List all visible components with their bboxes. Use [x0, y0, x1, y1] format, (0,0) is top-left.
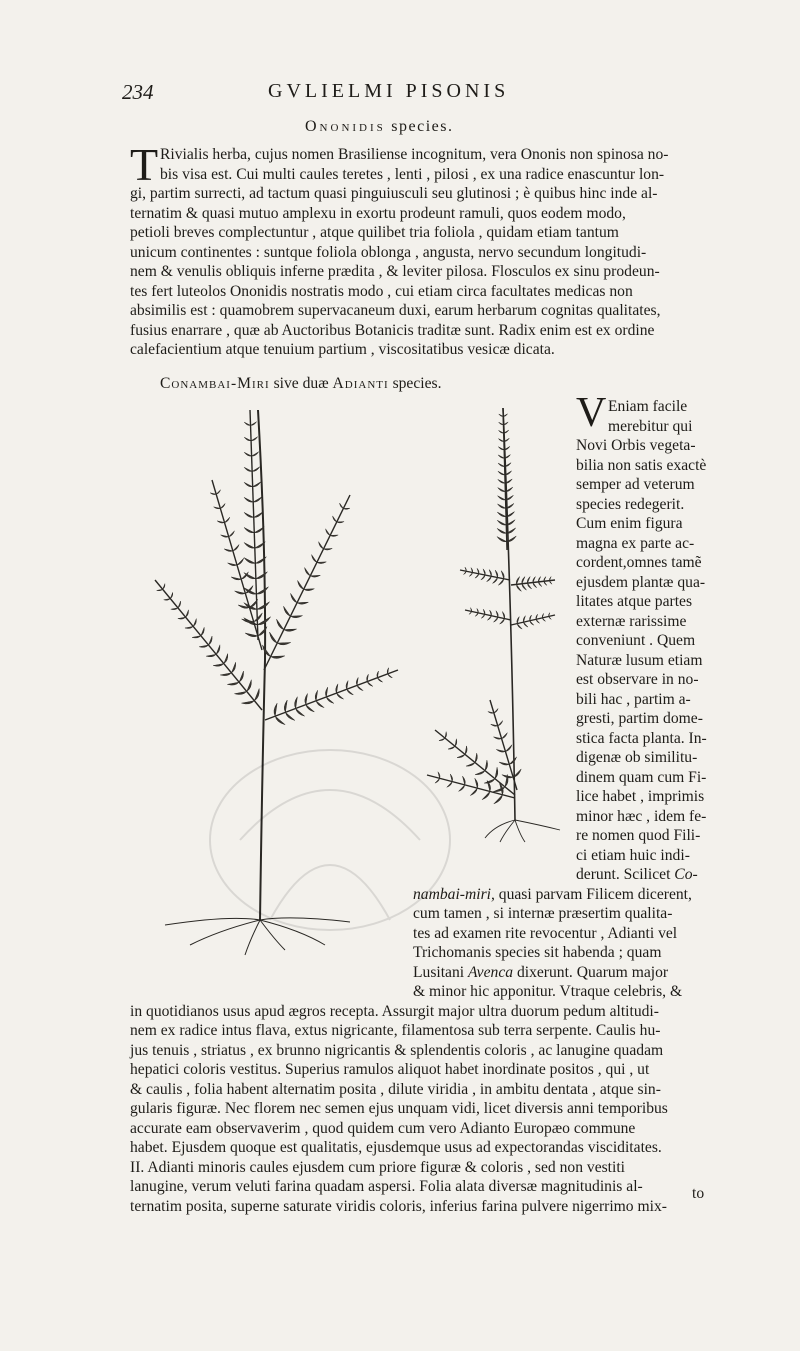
fern-root: [515, 820, 525, 842]
fern-leaflet: [497, 537, 507, 542]
fern-leaflet: [498, 479, 505, 483]
fern-leaflet: [522, 584, 526, 590]
text-line: petioli breves complectuntur , atque quilibet tria foliola , quidam etiam tantum: [130, 224, 619, 241]
fern-leaflet: [216, 490, 220, 494]
fern-leaflet: [495, 767, 498, 778]
fern-leaflet: [244, 497, 253, 502]
fern-leaflet: [252, 467, 260, 472]
text-line: & caulis , folia habent alternatim posita , dilute viridia , in ambitu dentata , atque sin-: [130, 1080, 661, 1098]
fern-leaflet: [206, 654, 216, 657]
text-line: hepatici coloris vestitus. Superius ramulos aliquot habet inordinate positos , qui , ut: [130, 1061, 650, 1078]
mid-text-line: tes ad examen rite revocentur , Adianti vel: [413, 924, 678, 942]
fern-leaflet: [367, 674, 369, 681]
fern-leaflet: [304, 589, 315, 591]
fern-leaflet: [498, 496, 506, 500]
fern-leaflet: [316, 701, 324, 708]
italic-word: Co-: [670, 866, 698, 883]
fern-leaflet: [502, 733, 508, 739]
fern-leaflet: [291, 593, 298, 602]
fern-leaflet: [271, 656, 285, 659]
fern-rachis: [265, 670, 398, 720]
fern-leaflet: [336, 684, 338, 693]
fern-leaflet: [340, 503, 344, 508]
fern-leaflet: [346, 681, 348, 690]
fern-leaflet: [178, 617, 186, 619]
fern-leaflet: [481, 575, 485, 580]
fern-leaflet: [330, 535, 338, 536]
fern-leaflet: [253, 482, 261, 487]
fern-leaflet: [542, 618, 545, 621]
fern-leaflet: [498, 488, 506, 492]
fern-leaflet: [333, 516, 337, 522]
side-text-line: lice habet , imprimis: [576, 788, 705, 805]
fern-leaflet: [487, 576, 492, 581]
fern-leaflet: [251, 437, 258, 441]
fern-leaflet: [347, 689, 354, 695]
fern-leaflet: [284, 629, 297, 631]
fern-leaflet: [484, 779, 495, 783]
fern-leaflet: [306, 705, 314, 712]
fern-leaflet: [305, 694, 308, 705]
fern-leaflet: [524, 622, 528, 627]
fern-leaflet: [253, 497, 262, 502]
text-line: Rivialis herba, cujus nomen Brasiliense incognitum, vera Ononis non spinosa no-: [160, 146, 669, 163]
fern-leaflet: [244, 512, 254, 517]
fern-leaflet: [326, 697, 334, 703]
side-text-line: Novi Orbis vegeta-: [576, 437, 696, 454]
text-line: ternatim posita, superne saturate viridis coloris, inferius farina pulvere nigerrimo mix-: [130, 1197, 667, 1215]
fern-leaflet: [254, 689, 259, 701]
fern-leaflet: [220, 503, 225, 508]
fern-leaflet: [337, 522, 344, 523]
fern-leaflet: [315, 690, 318, 700]
fern-leaflet: [505, 745, 512, 752]
fern-leaflet: [497, 504, 505, 508]
fern-leaflet: [343, 508, 350, 509]
drop-cap-t: T: [130, 139, 159, 190]
text-line: bis visa est. Cui multi caules teretes , lenti , pilosi , ex una radice enascuntur lon-: [160, 165, 665, 183]
section-title-name: Ononidis: [305, 118, 386, 135]
fern-leaflet: [498, 439, 503, 442]
fern-leaflet: [312, 555, 317, 563]
fern-leaflet: [305, 568, 311, 576]
side-text-line: minor hæc , idem fe-: [576, 807, 707, 825]
mid-text-line: & minor hic apponitur. Vtraque celebris, &: [413, 983, 683, 1000]
fern-leaflet: [231, 662, 235, 673]
fern-leaflet: [220, 673, 231, 676]
fern-leaflet: [270, 632, 278, 643]
side-text-line: magna ex parte ac-: [576, 534, 695, 552]
italic-word: Avenca: [468, 963, 514, 981]
fern-leaflet: [498, 455, 504, 458]
fern-leaflet: [325, 687, 327, 697]
fern-leaflet: [356, 677, 358, 685]
fern-leaflet: [256, 587, 268, 594]
fern-leaflet: [499, 430, 504, 433]
fern-leaflet: [185, 626, 193, 628]
fern-leaflet: [233, 545, 239, 551]
side-text-line: digenæ ob similitu-: [576, 749, 698, 766]
fern-leaflet: [241, 701, 254, 704]
fern-leaflet: [509, 757, 516, 764]
fern-leaflet: [224, 549, 233, 552]
fern-leaflet: [492, 578, 497, 584]
side-text-line: litates atque partes: [576, 593, 693, 610]
fern-leaflet: [193, 619, 196, 627]
fern-leaflet: [498, 471, 505, 475]
fern-leaflet: [494, 737, 502, 739]
fern-leaflet: [254, 512, 263, 518]
fern-leaflet: [216, 645, 220, 654]
fern-leaflet: [257, 602, 270, 610]
fern-leaflet: [533, 583, 537, 588]
fern-leaflet: [297, 602, 308, 604]
running-head: GVLIELMI PISONIS: [268, 80, 510, 102]
fern-leaflet: [229, 531, 235, 537]
side-text-line: stica facta planta. In-: [576, 729, 707, 747]
fern-leaflet: [516, 577, 519, 585]
fern-leaflet: [244, 452, 251, 456]
text-line: gularis figuræ. Nec florem nec semen ejus unquam vidi, licet diversis anni temporibus: [130, 1100, 668, 1117]
drop-cap-v: V: [576, 390, 607, 436]
fern-leaflet: [527, 577, 530, 584]
side-text-line: merebitur qui: [608, 417, 693, 435]
fern-leaflet: [536, 619, 539, 623]
text-line: habet. Ejusdem quoque est qualitatis, ejusdemque usus ad expectorandas visciditates.: [130, 1139, 662, 1156]
fern-leaflet: [482, 791, 490, 799]
fern-leaflet: [538, 582, 541, 587]
fern-leaflet: [234, 691, 246, 694]
fern-leaflet: [485, 760, 488, 770]
fern-leaflet: [494, 709, 498, 713]
fern-leaflet: [244, 558, 255, 564]
fern-leaflet: [378, 678, 383, 682]
side-text-line: semper ad veterum: [576, 476, 695, 493]
fern-leaflet: [516, 584, 521, 591]
fern-leaflet: [256, 572, 268, 579]
text-line: nem ex radice intus flava, extus nigricante, filamentosa sub terra serpente. Caulis hu-: [130, 1022, 661, 1039]
fern-leaflet: [277, 642, 290, 644]
fern-leaflet: [244, 543, 255, 549]
fern-leaflet: [290, 616, 302, 618]
fern-leaflet: [225, 517, 230, 522]
side-text-line: derunt. Scilicet Co-: [576, 866, 698, 883]
fern-leaflet: [213, 664, 224, 667]
side-text-line: gresti, partim dome-: [576, 710, 703, 727]
fern-leaflet: [221, 535, 229, 537]
fern-leaflet: [201, 627, 204, 635]
fern-leaflet: [251, 422, 257, 426]
caption-end: species.: [392, 375, 442, 392]
page-number: 234: [122, 80, 154, 104]
text-line: lanugine, verum veluti farina quadam aspersi. Folia alata diversæ magnitudinis al-: [130, 1178, 643, 1195]
fern-leaflet: [164, 599, 171, 601]
text-line: in quotidianos usus apud ægros recepta. Assurgit major ultra duorum pedum altitudi-: [130, 1002, 659, 1020]
text-line: unicum continentes : suntque foliola oblonga , angusta, nervo secundum longitudi-: [130, 243, 647, 261]
fern-leaflet: [494, 617, 498, 622]
text-line: gi, partim surrecti, ad tactum quasi pinguiusculi seu glutinosi ; è quibus hinc inde al-: [130, 185, 658, 202]
fern-leaflet: [357, 685, 363, 690]
fern-leaflet: [244, 437, 251, 441]
fern-leaflet: [244, 422, 250, 425]
fern-leaflet: [295, 697, 298, 709]
fern-leaflet: [367, 682, 373, 687]
side-text-line: cordent,omnes tamẽ: [576, 554, 702, 571]
fern-leaflet: [244, 527, 254, 532]
fern-leaflet: [496, 749, 505, 752]
fern-leaflet: [497, 528, 506, 533]
mid-text-line: Lusitani Avenca dixerunt. Quarum major: [413, 963, 669, 981]
side-text-line: bilia non satis exactè: [576, 456, 707, 474]
fern-leaflet: [544, 581, 547, 585]
fern-leaflet: [317, 562, 326, 564]
fern-leaflet: [277, 619, 284, 629]
section-title-conambai: [160, 375, 442, 393]
fern-leaflet: [296, 708, 305, 716]
fern-root: [485, 820, 515, 838]
caption-name-2: Adianti: [332, 375, 389, 392]
fern-leaflet: [497, 512, 506, 517]
text-line: ternatim & quasi mutuo amplexu in exortu prodeunt ramuli, quos eodem modo,: [130, 204, 626, 222]
fern-leaflet: [298, 580, 304, 589]
caption-mid: sive duæ: [273, 375, 329, 392]
fern-leaflet: [171, 608, 178, 610]
fern-leaflet: [324, 548, 333, 550]
text-line: accurate eam observaverim , quod quidem cum vero Adianto Europæo commune: [130, 1119, 636, 1137]
fern-rachis: [264, 495, 350, 670]
text-line: fusius enarrare , quæ ab Auctoribus Botanicis traditæ sunt. Radix enim est ex ordine: [130, 321, 655, 339]
fern-leaflet: [247, 680, 252, 692]
fern-leaflet: [178, 601, 181, 608]
caption-name-1: Conambai-Miri: [160, 375, 270, 392]
side-text-line: dinem quam cum Fi-: [576, 768, 707, 786]
fern-root: [515, 820, 560, 830]
mid-text-line: cum tamen , si internæ præsertim qualita-: [413, 905, 673, 922]
fern-leaflet: [284, 700, 287, 712]
fern-leaflet: [463, 571, 466, 574]
fern-leaflet: [262, 645, 270, 657]
fern-leaflet: [337, 693, 344, 699]
fern-leaflet: [244, 482, 253, 486]
side-text-line: est observare in no-: [576, 671, 699, 688]
fern-leaflet: [244, 467, 252, 471]
fern-leaflet: [487, 616, 491, 620]
fern-leaflet: [475, 574, 479, 578]
fern-leaflet: [284, 606, 291, 616]
fern-leaflet: [498, 447, 504, 450]
side-text-line: bili hac , partim a-: [576, 690, 691, 708]
fern-leaflet: [231, 577, 241, 580]
side-text-line: Naturæ lusum etiam: [576, 651, 703, 669]
fern-leaflet: [274, 703, 277, 716]
side-text-line: conveniunt . Quem: [576, 632, 696, 649]
fern-leaflet: [497, 520, 506, 525]
fern-leaflet: [495, 570, 498, 577]
fern-leaflet: [239, 671, 244, 682]
fern-leaflet: [235, 591, 246, 594]
text-line: calefacientium atque tenuium partium , viscositatibus vesicæ dicata.: [130, 341, 555, 358]
fern-leaflet: [192, 636, 201, 638]
side-text-line: ci etiam huic indi-: [576, 846, 690, 864]
fern-leaflet: [224, 654, 228, 664]
fern-leaflet: [475, 613, 478, 616]
fern-leaflet: [388, 674, 393, 678]
side-text-line: re nomen quod Fili-: [576, 827, 701, 844]
italic-word: nambai-miri,: [413, 885, 495, 903]
fern-leaflet: [163, 584, 165, 590]
fern-leaflet: [157, 589, 163, 591]
mid-text-line: Trichomanis species sit habenda ; quam: [413, 944, 662, 961]
fern-leaflet: [252, 452, 259, 456]
side-text-line: ejusdem plantæ qua-: [576, 573, 706, 591]
side-text-line: Eniam facile: [608, 398, 688, 415]
fern-leaflet: [481, 614, 484, 618]
fern-leaflet: [310, 575, 320, 577]
fern-leaflet: [186, 610, 189, 617]
fern-leaflet: [227, 682, 239, 685]
fern-leaflet: [530, 621, 534, 625]
fern-leaflet: [319, 542, 324, 549]
catchword: to: [692, 1185, 705, 1202]
fern-leaflet: [501, 571, 504, 579]
fern-leaflet: [469, 573, 472, 577]
fern-leaflet: [237, 558, 244, 565]
fern-leaflet: [245, 633, 258, 637]
fern-leaflet: [209, 636, 213, 645]
fern-leaflet: [498, 463, 505, 466]
fern-leaflet: [500, 619, 505, 625]
side-text-line: externæ rarissime: [576, 612, 687, 630]
side-text-line: Cum enim figura: [576, 515, 683, 532]
text-line: tes fert luteolos Ononidis nostratis modo , cui etiam circa facultates medicas non: [130, 282, 633, 300]
side-text-line: species redegerit.: [576, 495, 685, 513]
fern-leaflet: [499, 762, 509, 765]
fern-leaflet: [527, 583, 531, 589]
mid-text-line: nambai-miri, quasi parvam Filicem dicerent,: [413, 885, 692, 903]
fern-leaflet: [494, 795, 503, 804]
fern-leaflet: [170, 592, 173, 598]
fern-leaflet: [228, 563, 237, 566]
section-title-suffix: species.: [391, 118, 454, 135]
text-line: jus tenuis , striatus , ex brunno nigricantis & splendentis coloris , ac lanugine quadam: [130, 1041, 664, 1059]
text-line: II. Adianti minoris caules ejusdem cum priore figuræ & coloris , sed non vestiti: [130, 1158, 626, 1176]
fern-root: [500, 820, 515, 842]
fern-leaflet: [498, 721, 503, 726]
fern-leaflet: [199, 645, 208, 647]
fern-leaflet: [498, 579, 503, 585]
text-line: nem & venulis obliquis inferne prædita , & leviter pilosa. Flosculos ex sinu prodeun-: [130, 263, 660, 280]
fern-leaflet: [326, 529, 331, 536]
section-title-ononidis: [305, 118, 453, 136]
fern-leaflet: [549, 616, 552, 619]
text-line: absimilis est : quamobrem supervacaneum duxi, earum herbarum cognitas qualitates,: [130, 302, 661, 319]
fern-leaflet: [517, 624, 522, 629]
fern-leaflet: [522, 577, 525, 584]
